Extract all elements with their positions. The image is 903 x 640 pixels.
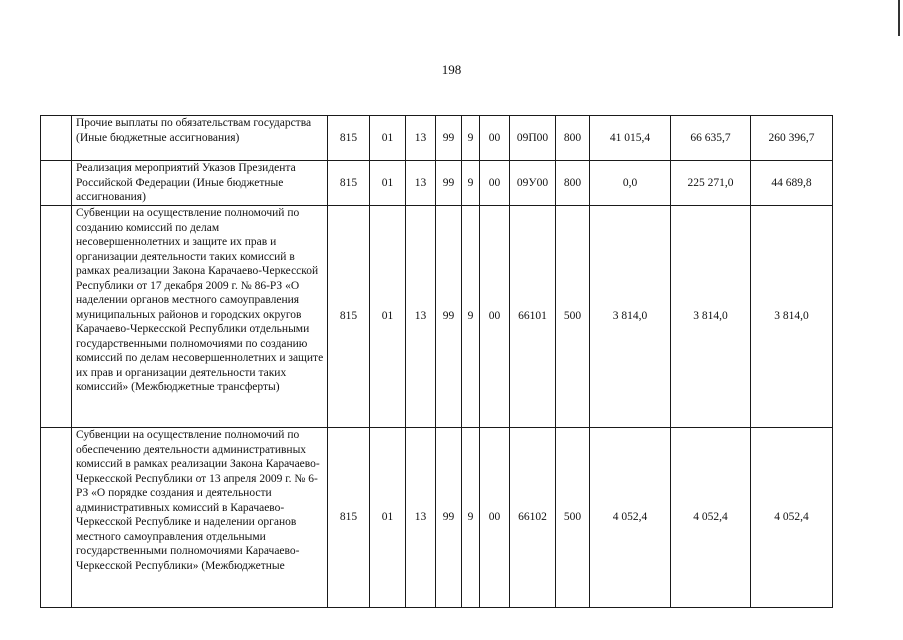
description-cell: Реализация мероприятий Указов Президента Российской Федерации (Иные бюджетные ассигнования) <box>72 161 328 206</box>
program-code-cell: 99 <box>436 428 462 608</box>
amount-1-cell: 41 015,4 <box>590 116 671 161</box>
expense-type-code-cell: 500 <box>556 428 590 608</box>
amount-3-cell: 3 814,0 <box>751 206 833 428</box>
table-row <box>41 428 833 608</box>
program-code-cell: 99 <box>436 161 462 206</box>
blank-cell <box>41 161 72 206</box>
main-event-code-cell: 00 <box>480 428 510 608</box>
section-code-cell: 01 <box>370 161 406 206</box>
direction-code-cell: 66102 <box>510 428 556 608</box>
ministry-code-cell: 815 <box>328 116 370 161</box>
page-edge-mark <box>898 0 900 36</box>
ministry-code-cell: 815 <box>328 161 370 206</box>
ministry-code-cell: 815 <box>328 428 370 608</box>
section-code-cell: 01 <box>370 206 406 428</box>
description-cell: Субвенции на осуществление полномочий по обеспечению деятельности административных комиссий в рамках реализации Закона Карачаево-Черкесской Республики от 13 апреля 2009 г. № 6-РЗ «О порядке создания и деятельности административных комиссий в Карачаево-Черкесской Республике и наделении органов местного самоуправления отдельными государственными полномочиями Карачаево-Черкесской Республики» (Межбюджетные <box>72 428 328 608</box>
program-code-cell: 99 <box>436 206 462 428</box>
table-row <box>41 161 833 206</box>
section-code-cell: 01 <box>370 116 406 161</box>
expense-type-code-cell: 800 <box>556 161 590 206</box>
subsection-code-cell: 13 <box>406 161 436 206</box>
amount-3-cell: 44 689,8 <box>751 161 833 206</box>
subsection-code-cell: 13 <box>406 206 436 428</box>
ministry-code-cell: 815 <box>328 206 370 428</box>
section-code-cell: 01 <box>370 428 406 608</box>
amount-1-cell: 4 052,4 <box>590 428 671 608</box>
page-number: 198 <box>441 62 462 77</box>
amount-3-cell: 4 052,4 <box>751 428 833 608</box>
direction-code-cell: 09У00 <box>510 161 556 206</box>
program-code-cell: 99 <box>436 116 462 161</box>
subsection-code-cell: 13 <box>406 428 436 608</box>
blank-cell <box>41 116 72 161</box>
table-row <box>41 206 833 428</box>
amount-1-cell: 3 814,0 <box>590 206 671 428</box>
direction-code-cell: 09П00 <box>510 116 556 161</box>
amount-2-cell: 4 052,4 <box>671 428 751 608</box>
main-event-code-cell: 00 <box>480 116 510 161</box>
amount-2-cell: 225 271,0 <box>671 161 751 206</box>
amount-2-cell: 66 635,7 <box>671 116 751 161</box>
subsection-code-cell: 13 <box>406 116 436 161</box>
description-cell: Прочие выплаты по обязательствам государства (Иные бюджетные ассигнования) <box>72 116 328 161</box>
expense-type-code-cell: 500 <box>556 206 590 428</box>
subprogram-code-cell: 9 <box>462 428 480 608</box>
blank-cell <box>41 428 72 608</box>
main-event-code-cell: 00 <box>480 161 510 206</box>
amount-1-cell: 0,0 <box>590 161 671 206</box>
description-cell: Субвенции на осуществление полномочий по созданию комиссий по делам несовершеннолетних и защите их прав и организации деятельности таких комиссий в рамках реализации Закона Карачаево-Черкесской Республики от 17 декабря 2009 г. № 86-РЗ «О наделении органов местного самоуправления муниципальных районов и городских округов Карачаево-Черкесской Республики отдельными государственными полномочиями по созданию комиссий по делам несовершеннолетних и защите их прав и организации деятельности таких комиссий» (Межбюджетные трансферты) <box>72 206 328 428</box>
direction-code-cell: 66101 <box>510 206 556 428</box>
expense-type-code-cell: 800 <box>556 116 590 161</box>
subprogram-code-cell: 9 <box>462 206 480 428</box>
blank-cell <box>41 206 72 428</box>
subprogram-code-cell: 9 <box>462 116 480 161</box>
subprogram-code-cell: 9 <box>462 161 480 206</box>
budget-table <box>40 115 833 608</box>
table-row <box>41 116 833 161</box>
amount-2-cell: 3 814,0 <box>671 206 751 428</box>
amount-3-cell: 260 396,7 <box>751 116 833 161</box>
main-event-code-cell: 00 <box>480 206 510 428</box>
